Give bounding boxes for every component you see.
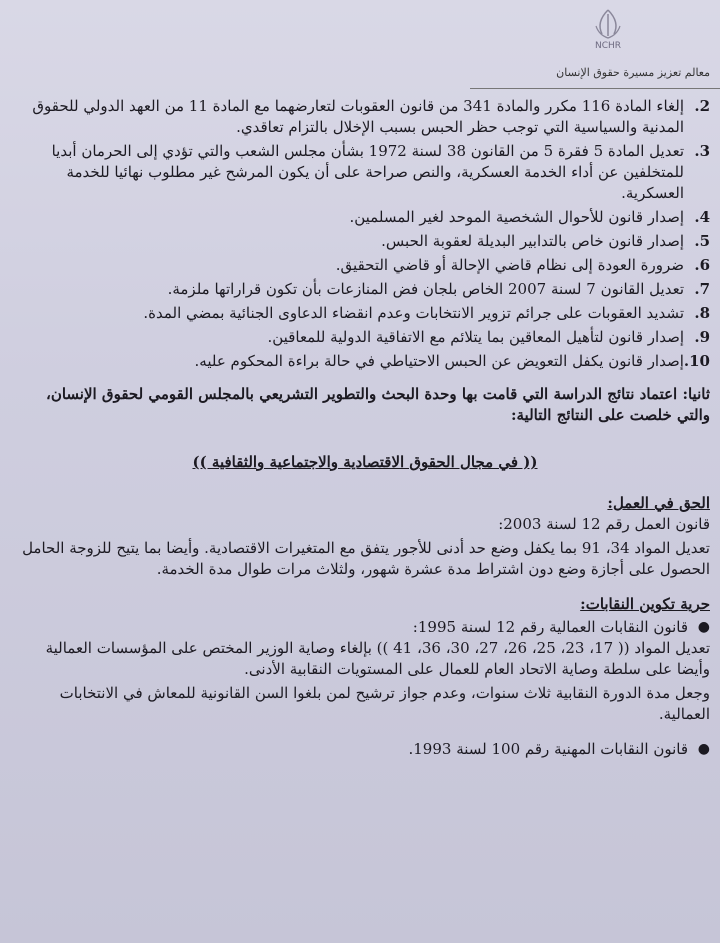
logo-text: NCHR (594, 41, 622, 51)
item-text: تشديد العقوبات على جرائم تزوير الانتخابات وعدم انقضاء الدعاوى الجنائية بمضي المدة. (143, 304, 684, 322)
item-number: 5. (694, 232, 710, 250)
item-number: 2. (694, 97, 710, 115)
header-note: معالم تعزيز مسيرة حقوق الإنسان (556, 66, 710, 79)
list-item (20, 351, 710, 372)
bullet-text: قانون النقابات العمالية رقم 12 لسنة 1995: (412, 618, 688, 636)
unions-heading: حرية تكوين النقابات: (580, 595, 710, 613)
nchr-logo (578, 4, 638, 64)
bullet-text: قانون النقابات المهنية رقم 100 لسنة 1993. (408, 740, 688, 758)
item-number: 10. (683, 352, 710, 370)
center-heading: (( في مجال الحقوق الاقتصادية والاجتماعية والثقافية )) (192, 453, 538, 471)
item-text: إصدار قانون يكفل التعويض عن الحبس الاحتياطي في حالة براءة المحكوم عليه. (194, 352, 684, 370)
item-number: 4. (694, 208, 710, 226)
list-item (20, 279, 710, 300)
bullet-item (20, 739, 710, 760)
item-text: إصدار قانون خاص بالتدابير البديلة لعقوبة الحبس. (381, 232, 684, 250)
labor-law-title: قانون العمل رقم 12 لسنة 2003: (498, 515, 710, 533)
list-item (20, 96, 710, 138)
item-text: ضرورة العودة إلى نظام قاضي الإحالة أو قاضي التحقيق. (335, 256, 684, 274)
item-text: إلغاء المادة 116 مكرر والمادة 341 من قانون العقوبات لتعارضهما مع المادة 11 من العهد الدولي للحقوق المدنية والسياسية التي توجب حظر الحبس بسبب الإخلال بالتزام تعاقدي. (32, 97, 684, 136)
unions-body-2: وجعل مدة الدورة النقابية ثلاث سنوات، وعدم جواز ترشيح لمن بلغوا السن القانونية للمعاش في الانتخابات العمالية. (59, 684, 710, 723)
list-item (20, 255, 710, 276)
bullet-item (20, 617, 710, 638)
list-item (20, 327, 710, 348)
item-number: 3. (694, 142, 710, 160)
item-number: 7. (694, 280, 710, 298)
bullet-dot-icon: ● (697, 619, 710, 635)
item-number: 6. (694, 256, 710, 274)
item-text: تعديل القانون 7 لسنة 2007 الخاص بلجان فض المنازعات بأن تكون قراراتها ملزمة. (167, 280, 684, 298)
list-item (20, 141, 710, 204)
item-number: 8. (694, 304, 710, 322)
work-right-heading: الحق في العمل: (607, 494, 710, 512)
list-item (20, 231, 710, 252)
section-two-paragraph: ثانيا: اعتماد نتائج الدراسة التي قامت بها وحدة البحث والتطوير التشريعي بالمجلس القومي لحقوق الإنسان، والتي خلصت على النتائج التالية: (46, 385, 710, 424)
list-item (20, 207, 710, 228)
bullet-dot-icon: ● (697, 741, 710, 757)
document-body (20, 96, 710, 760)
labor-law-body: تعديل المواد 34، 91 بما يكفل وضع حد أدنى للأجور يتفق مع المتغيرات الاقتصادية. وأيضا بما يتيح للزوجة الحامل الحصول على أجازة وضع دون اشتراط مدة عشرة شهور، ولثلاث مرات طوال مدة الخدمة. (22, 539, 710, 578)
list-item (20, 303, 710, 324)
header-divider (470, 88, 720, 89)
item-text: تعديل المادة 5 فقرة 5 من القانون 38 لسنة 1972 بشأن مجلس الشعب والتي تؤدي إلى الحرمان أبديا للمتخلفين عن أداء الخدمة العسكرية، والنص صراحة على أن يكون المرشح غير مطلوب نهائيا للخدمة العسكرية. (51, 142, 684, 202)
unions-body-1: تعديل المواد (( 17، 23، 25، 26، 27، 30، 36، 41 )) بإلغاء وصاية الوزير المختص على المؤسسات العمالية وأيضا على سلطة وصاية الاتحاد العام للعمال على المستويات النقابية الأدنى. (45, 639, 710, 678)
item-text: إصدار قانون للأحوال الشخصية الموحد لغير المسلمين. (349, 208, 684, 226)
item-text: إصدار قانون لتأهيل المعاقين بما يتلائم مع الاتفاقية الدولية للمعاقين. (267, 328, 684, 346)
item-number: 9. (694, 328, 710, 346)
